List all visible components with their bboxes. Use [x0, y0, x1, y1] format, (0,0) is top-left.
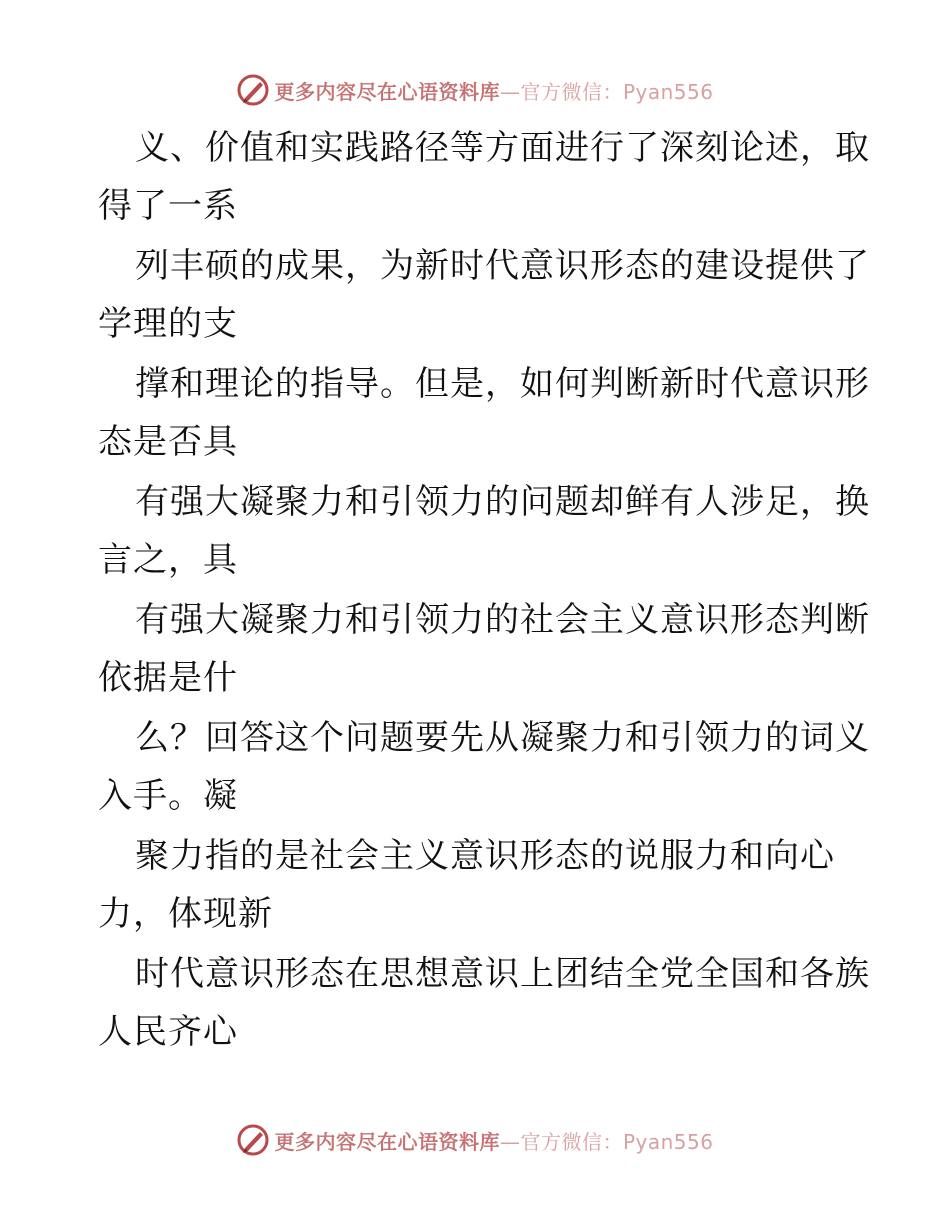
text-line: 入手。凝	[98, 776, 238, 816]
pen-logo-icon	[236, 1123, 270, 1157]
text-line: 有强大凝聚力和引领力的问题却鲜有人涉足，换	[135, 482, 870, 522]
text-line: 义、价值和实践路径等方面进行了深刻论述，取	[135, 128, 870, 168]
text-line: 列丰硕的成果，为新时代意识形态的建设提供了	[135, 246, 870, 286]
text-line: 言之，具	[98, 540, 238, 580]
text-line: 么？回答这个问题要先从凝聚力和引领力的词义	[135, 718, 870, 758]
text-line: 人民齐心	[98, 1012, 238, 1052]
text-line: 学理的支	[98, 304, 238, 344]
footer-watermark	[0, 1120, 950, 1160]
header-watermark-text	[274, 76, 713, 105]
footer-watermark-text	[274, 1126, 713, 1155]
text-line: 聚力指的是社会主义意识形态的说服力和向心	[135, 836, 835, 876]
text-line: 依据是什	[98, 658, 238, 698]
text-line: 力，体现新	[98, 894, 273, 934]
text-line: 有强大凝聚力和引领力的社会主义意识形态判断	[135, 600, 870, 640]
header-watermark	[0, 70, 950, 110]
text-line: 态是否具	[98, 422, 238, 462]
header-contact: —官方微信：Pyan556	[499, 79, 714, 104]
text-line: 得了一系	[98, 186, 238, 226]
header-brand: 更多内容尽在心语资料库	[274, 79, 500, 104]
pen-logo-icon	[236, 73, 270, 107]
text-line: 撑和理论的指导。但是，如何判断新时代意识形	[135, 364, 870, 404]
footer-contact: —官方微信：Pyan556	[499, 1129, 714, 1154]
text-line: 时代意识形态在思想意识上团结全党全国和各族	[135, 954, 870, 994]
footer-brand: 更多内容尽在心语资料库	[274, 1129, 500, 1154]
